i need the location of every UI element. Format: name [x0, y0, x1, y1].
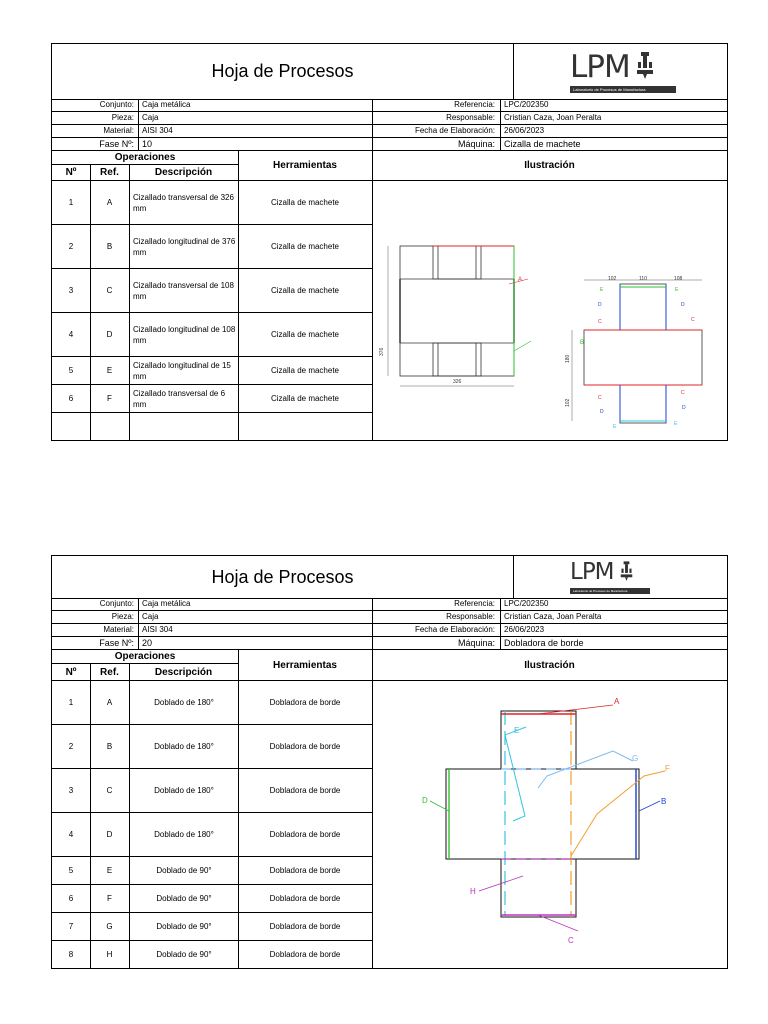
sheet-header — [52, 44, 727, 100]
row-ref: C — [106, 286, 113, 295]
label-d: D — [681, 302, 685, 308]
row-num: 5 — [68, 366, 74, 375]
row-tool: Cizalla de machete — [270, 394, 340, 403]
info-row — [52, 637, 727, 650]
logo-text: LPM — [570, 49, 630, 85]
divider — [372, 99, 373, 151]
fecha-value: 26/06/2023 — [504, 625, 545, 634]
herramientas-header: Herramientas — [273, 160, 337, 171]
process-sheet-2 — [51, 555, 728, 969]
num-header: Nº — [65, 666, 77, 678]
row-ref: G — [106, 922, 113, 931]
row-num: 8 — [68, 950, 74, 959]
machine-icon — [636, 52, 654, 85]
maquina-value: Cizalla de machete — [504, 139, 581, 149]
row-num: 1 — [68, 698, 74, 707]
pieza-value: Caja — [142, 612, 159, 621]
process-sheet-1 — [51, 43, 728, 441]
label-c: C — [681, 390, 685, 396]
label-b: B — [661, 797, 667, 806]
label-d: D — [598, 302, 602, 308]
row-desc: Doblado de 90° — [156, 922, 212, 931]
row-num: 2 — [68, 242, 74, 251]
info-row — [52, 138, 727, 151]
label-b: B — [580, 340, 585, 346]
row-ref: B — [106, 242, 113, 251]
responsable-value: Cristian Caza, Joan Peralta — [504, 113, 602, 122]
row-tool: Cizalla de machete — [270, 330, 340, 339]
dim-v2: 102 — [565, 398, 571, 407]
fase-label: Fase Nº: — [99, 139, 134, 149]
row-tool: Cizalla de machete — [270, 286, 340, 295]
row-desc: Doblado de 180° — [154, 830, 214, 839]
dim-width: 326 — [453, 379, 462, 385]
row-ref: E — [106, 366, 113, 375]
referencia-label: Referencia: — [454, 599, 495, 608]
row-num: 6 — [68, 394, 74, 403]
referencia-value: LPC/202350 — [504, 100, 549, 109]
row-ref: F — [107, 894, 112, 903]
logo-text: LPM — [570, 559, 614, 585]
logo-subtitle: Laboratorio de Procesos de Manufactura — [570, 86, 676, 93]
sheet-title: Hoja de Procesos — [52, 556, 514, 598]
row-num: 2 — [68, 742, 74, 751]
logo-subtitle: Laboratorio de Procesos de Manufactura — [570, 588, 650, 594]
label-a: A — [518, 277, 523, 283]
label-c: C — [568, 936, 574, 945]
leader-f — [571, 771, 665, 856]
divider — [52, 412, 372, 413]
row-tool: Dobladora de borde — [269, 950, 341, 959]
row-ref: A — [106, 698, 113, 707]
divider — [138, 99, 139, 151]
ref-header: Ref. — [100, 666, 119, 678]
row-ref: D — [106, 830, 113, 839]
divider — [500, 99, 501, 151]
responsable-value: Cristian Caza, Joan Peralta — [504, 612, 602, 621]
divider — [52, 663, 238, 664]
label-e: E — [674, 421, 678, 427]
info-row — [52, 624, 727, 637]
lpm-logo — [570, 49, 676, 93]
row-desc: Cizallado transversal de 326 mm — [133, 192, 234, 213]
label-d: D — [600, 409, 604, 415]
row-tool: Cizalla de machete — [270, 366, 340, 375]
conjunto-label: Conjunto: — [99, 599, 134, 608]
row-desc: Cizallado transversal de 6 mm — [133, 388, 226, 409]
row-desc: Doblado de 180° — [154, 786, 214, 795]
descripcion-header: Descripción — [154, 167, 213, 178]
label-c: C — [691, 317, 695, 323]
dim-1: 102 — [608, 276, 617, 282]
row-tool: Dobladora de borde — [269, 866, 341, 875]
row-desc: Doblado de 90° — [156, 866, 212, 875]
label-a: A — [614, 697, 620, 706]
row-ref: A — [106, 198, 113, 207]
referencia-value: LPC/202350 — [504, 599, 549, 608]
divider — [500, 598, 501, 650]
divider — [372, 598, 373, 650]
left-blank-drawing — [388, 246, 514, 386]
label-d: D — [682, 405, 686, 411]
conjunto-value: Caja metálica — [142, 599, 191, 608]
info-row — [52, 125, 727, 138]
label-e: E — [600, 287, 604, 293]
conjunto-label: Conjunto: — [99, 100, 134, 109]
fecha-value: 26/06/2023 — [504, 126, 545, 135]
row-ref: E — [106, 866, 113, 875]
label-e: E — [613, 424, 617, 430]
dim-3: 108 — [674, 276, 683, 282]
referencia-label: Referencia: — [454, 100, 495, 109]
row-ref: F — [107, 394, 112, 403]
operaciones-header: Operaciones — [114, 651, 176, 662]
fecha-label: Fecha de Elaboración: — [414, 126, 495, 135]
operaciones-header: Operaciones — [114, 152, 176, 163]
info-row — [52, 598, 727, 611]
row-tool: Cizalla de machete — [270, 198, 340, 207]
sheet-header — [52, 556, 727, 599]
maquina-value: Dobladora de borde — [504, 638, 584, 648]
row-num: 3 — [68, 786, 74, 795]
material-value: AISI 304 — [142, 126, 173, 135]
pieza-label: Pieza: — [111, 113, 134, 122]
num-header: Nº — [65, 167, 77, 178]
row-desc: Doblado de 180° — [154, 742, 214, 751]
row-desc: Doblado de 90° — [156, 894, 212, 903]
row-tool: Dobladora de borde — [269, 786, 341, 795]
label-e: E — [675, 287, 679, 293]
dim-v1: 180 — [565, 354, 571, 363]
lpm-logo — [570, 561, 650, 594]
responsable-label: Responsable: — [446, 612, 495, 621]
ilustracion-header: Ilustración — [524, 659, 575, 671]
dim-height: 376 — [379, 347, 385, 356]
machine-icon — [620, 561, 633, 587]
row-tool: Dobladora de borde — [269, 922, 341, 931]
row-num: 5 — [68, 866, 74, 875]
row-desc: Cizallado transversal de 108 mm — [133, 280, 234, 301]
herramientas-header: Herramientas — [273, 659, 337, 671]
fase-value: 20 — [142, 638, 153, 648]
row-num: 6 — [68, 894, 74, 903]
row-num: 4 — [68, 330, 74, 339]
ilustracion-header: Ilustración — [524, 160, 575, 171]
label-c: C — [598, 395, 602, 401]
row-ref: H — [106, 950, 113, 959]
sheet-title: Hoja de Procesos — [52, 44, 514, 99]
pieza-value: Caja — [142, 113, 159, 122]
row-ref: B — [106, 742, 113, 751]
row-desc: Cizallado longitudinal de 15 mm — [133, 360, 231, 381]
row-tool: Cizalla de machete — [270, 242, 340, 251]
maquina-label: Máquina: — [457, 139, 495, 149]
divider — [138, 598, 139, 650]
ref-header: Ref. — [100, 167, 119, 178]
info-row — [52, 99, 727, 112]
label-d: D — [422, 796, 428, 805]
responsable-label: Responsable: — [446, 113, 495, 122]
cutting-illustration — [373, 181, 727, 440]
material-label: Material: — [103, 126, 134, 135]
dim-2: 110 — [639, 276, 647, 282]
conjunto-value: Caja metálica — [142, 100, 191, 109]
row-desc: Doblado de 180° — [154, 698, 214, 707]
bending-illustration — [373, 681, 727, 968]
info-row — [52, 611, 727, 624]
fase-label: Fase Nº: — [99, 638, 134, 648]
leader-b — [639, 801, 660, 811]
maquina-label: Máquina: — [457, 638, 495, 648]
row-tool: Dobladora de borde — [269, 830, 341, 839]
row-tool: Dobladora de borde — [269, 742, 341, 751]
leader-e — [505, 727, 526, 821]
row-desc: Cizallado longitudinal de 376 mm — [133, 236, 236, 257]
info-row — [52, 112, 727, 125]
row-tool: Dobladora de borde — [269, 894, 341, 903]
fase-value: 10 — [142, 139, 153, 149]
divider — [52, 164, 238, 165]
label-c: C — [598, 319, 602, 325]
row-num: 7 — [68, 922, 74, 931]
row-num: 3 — [68, 286, 74, 295]
row-desc: Doblado de 90° — [156, 950, 212, 959]
pieza-label: Pieza: — [111, 612, 134, 621]
fecha-label: Fecha de Elaboración: — [414, 625, 495, 634]
label-f: F — [665, 764, 670, 773]
row-num: 4 — [68, 830, 74, 839]
label-g: G — [632, 754, 639, 763]
row-ref: D — [106, 330, 113, 339]
material-label: Material: — [103, 625, 134, 634]
row-desc: Cizallado longitudinal de 108 mm — [133, 324, 236, 345]
row-num: 1 — [68, 198, 74, 207]
leader-b — [514, 341, 531, 351]
label-h: H — [470, 887, 476, 896]
row-tool: Dobladora de borde — [269, 698, 341, 707]
label-e: E — [514, 726, 520, 735]
row-ref: C — [106, 786, 113, 795]
material-value: AISI 304 — [142, 625, 173, 634]
descripcion-header: Descripción — [154, 666, 213, 678]
